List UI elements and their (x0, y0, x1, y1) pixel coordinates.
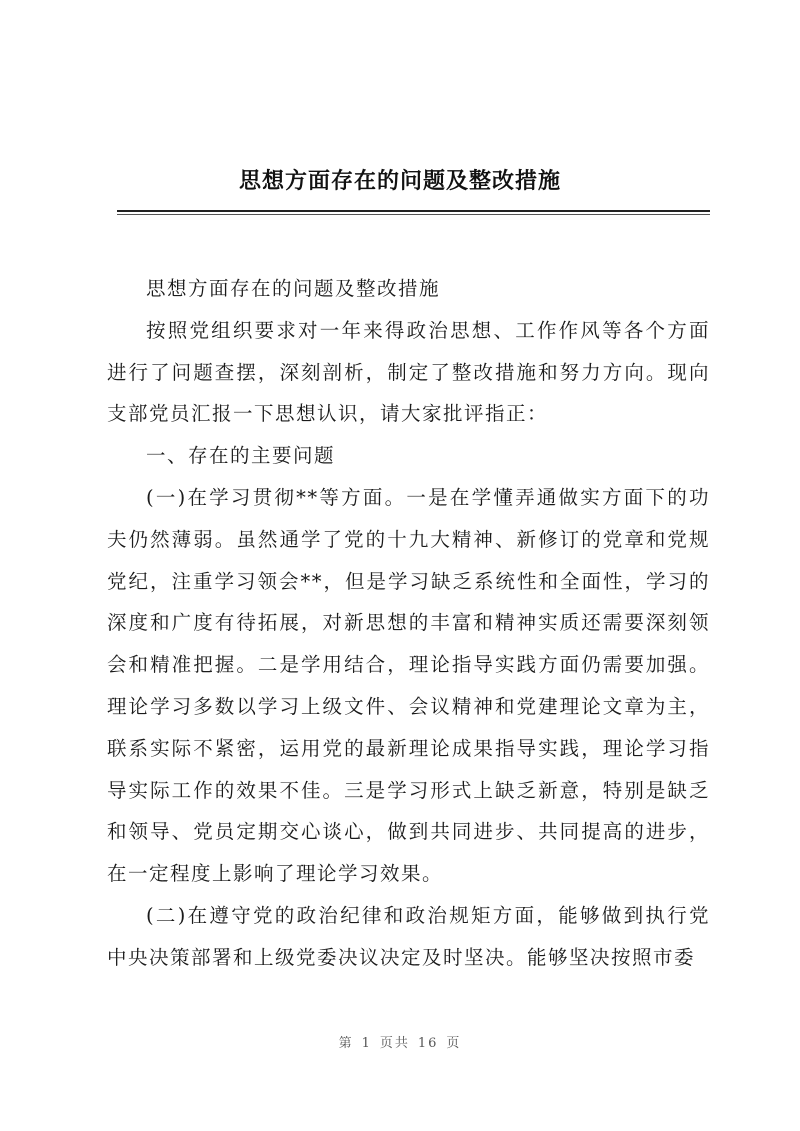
document-body (107, 268, 710, 979)
title-divider (117, 210, 710, 212)
paragraph-item-2: (二)在遵守党的政治纪律和政治规矩方面，能够做到执行党中央决策部署和上级党委决议决定及时坚决。能够坚决按照市委 (107, 903, 710, 969)
document-title: 思想方面存在的问题及整改措施 (238, 168, 561, 194)
paragraph-item-1: (一)在学习贯彻**等方面。一是在学懂弄通做实方面下的功夫仍然薄弱。虽然通学了党的十九大精神、新修订的党章和党规党纪，注重学习领会**，但是学习缺乏系统性和全面性，学习的深度和广度有待拓展，对新思想的丰富和精神实质还需要深刻领会和精准把握。二是学用结合，理论指导实践方面仍需要加强。理论学习多数以学习上级文件、会议精神和党建理论文章为主，联系实际不紧密，运用党的最新理论成果指导实践，理论学习指导实际工作的效果不佳。三是学习形式上缺乏新意，特别是缺乏和领导、党员定期交心谈心，做到共同进步、共同提高的进步，在一定程度上影响了理论学习效果。 (107, 485, 710, 886)
footer-page-total: 16 (417, 1036, 439, 1051)
footer-suffix: 页 (446, 1036, 462, 1051)
footer-page-number: 1 (361, 1036, 372, 1051)
section-heading: 一、存在的主要问题 (146, 444, 336, 468)
page-footer (0, 1032, 800, 1051)
title-divider-thin (117, 214, 710, 215)
paragraph-intro: 按照党组织要求对一年来得政治思想、工作作风等各个方面进行了问题查摆，深刻剖析，制定了整改措施和努力方向。现向支部党员汇报一下思想认识，请大家批评指正： (107, 318, 710, 426)
paragraph-heading: 思想方面存在的问题及整改措施 (146, 277, 441, 300)
footer-mid: 页共 (379, 1036, 410, 1051)
footer-prefix: 第 (338, 1036, 354, 1051)
